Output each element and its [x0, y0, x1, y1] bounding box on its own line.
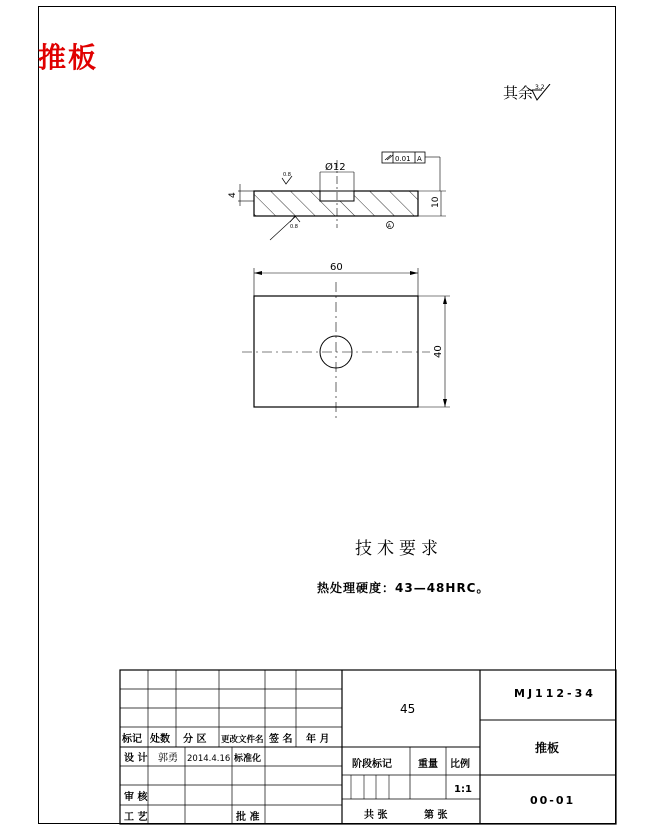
- tb-zone: 分 区: [183, 734, 207, 745]
- roughness-top-value: 0.8: [283, 172, 291, 178]
- tb-design-date: 2014.4.16: [187, 754, 231, 764]
- part-title: 推板: [38, 41, 99, 74]
- tb-scale: 1:1: [454, 784, 472, 795]
- bore-dimension: Ø12: [325, 162, 346, 173]
- roughness-general-value: 3.2: [535, 84, 545, 91]
- tb-total-sheets: 共 张: [364, 810, 388, 821]
- tb-process: 工 艺: [124, 812, 148, 823]
- width-dimension: 40: [433, 345, 444, 358]
- length-dimension: 60: [330, 262, 343, 273]
- tb-standardize: 标准化: [234, 754, 262, 764]
- thickness-dimension: 10: [431, 196, 441, 208]
- roughness-note-text: 其余: [503, 84, 534, 102]
- tb-mark: 标记: [122, 734, 142, 745]
- tb-ratio: 比例: [450, 759, 470, 770]
- tb-weight: 重量: [418, 759, 438, 770]
- tb-review: 审 核: [124, 792, 148, 803]
- tb-material: 45: [400, 702, 416, 716]
- tolerance-datum: A: [417, 155, 422, 163]
- tb-drawing-code: MJ112-34: [514, 687, 596, 700]
- tb-count: 处数: [150, 734, 170, 745]
- tb-design: 设 计: [124, 753, 148, 764]
- tb-part-name: 推板: [535, 741, 560, 755]
- tb-part-number: 00-01: [530, 794, 576, 807]
- datum-label: A: [387, 223, 391, 230]
- tb-stage-mark: 阶段标记: [352, 759, 392, 770]
- tech-requirements-title: 技术要求: [355, 539, 443, 559]
- tolerance-value: 0.01: [395, 155, 411, 163]
- tb-change-doc: 更改文件名: [221, 735, 264, 745]
- tech-requirement-item: 热处理硬度：43—48HRC。: [317, 581, 490, 595]
- tb-approve: 批 准: [236, 812, 260, 823]
- roughness-bottom-value: 0.8: [290, 224, 298, 230]
- tb-designer: 郭勇: [158, 753, 178, 764]
- depth-dimension: 4: [228, 192, 238, 198]
- tb-sheet-no: 第 张: [424, 810, 448, 821]
- tb-date: 年 月: [306, 734, 330, 745]
- tb-signature: 签 名: [269, 734, 293, 745]
